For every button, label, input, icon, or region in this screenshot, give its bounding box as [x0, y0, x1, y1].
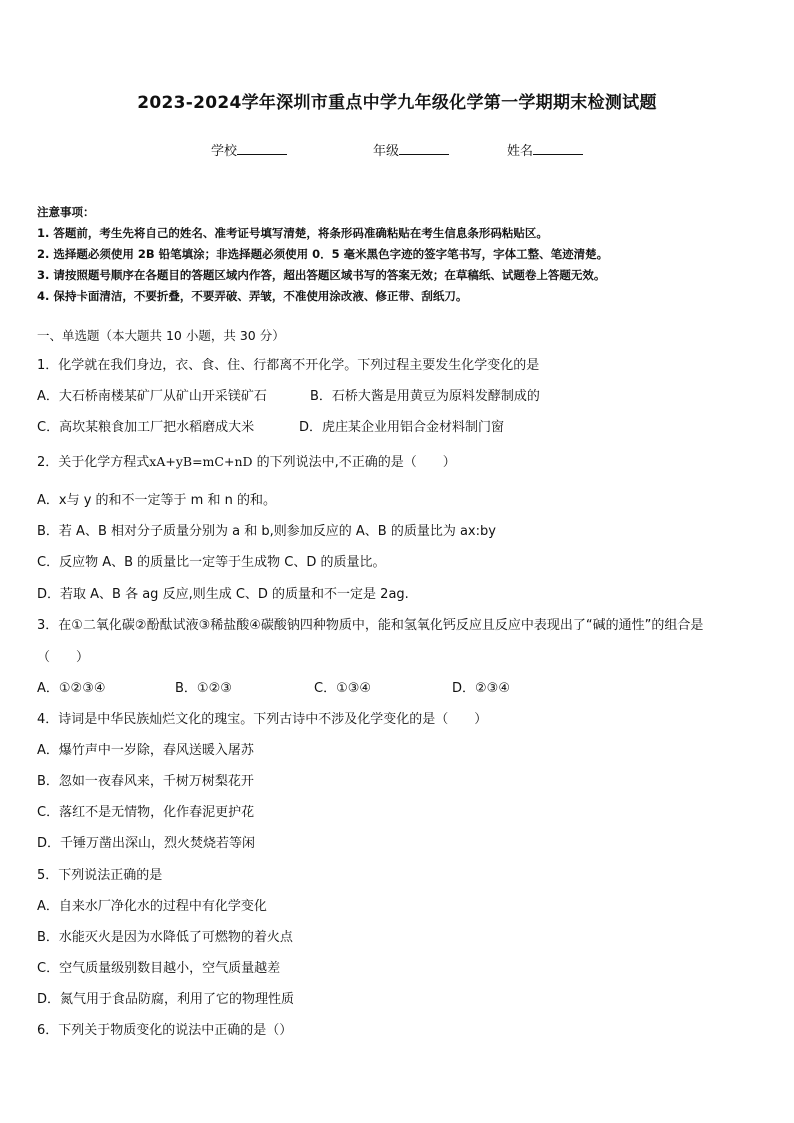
name-field: [507, 140, 583, 159]
option: D．若取 A、B 各 ag 反应,则生成 C、D 的质量和不一定是 2ag.: [37, 587, 409, 602]
note-item: 2. 选择题必须使用 2B 铅笔填涂；非选择题必须使用 0．5 毫米黑色字迹的签字笔书写，字体工整、笔迹清楚。: [37, 247, 609, 261]
option: C．①③④: [314, 681, 372, 696]
note-item: 3. 请按照题号顺序在各题目的答题区域内作答，超出答题区域书写的答案无效；在草稿纸、试题卷上答题无效。: [37, 268, 606, 282]
question-1-stem: 1．化学就在我们身边，衣、食、住、行都离不开化学。下列过程主要发生化学变化的是: [37, 358, 540, 373]
option: D．虎庄某企业用铝合金材料制门窗: [299, 420, 505, 435]
option: B．水能灭火是因为水降低了可燃物的着火点: [37, 930, 293, 945]
name-label: 姓名: [507, 144, 534, 159]
question-5-stem: 5．下列说法正确的是: [37, 868, 163, 883]
note-item: 4. 保持卡面清洁，不要折叠，不要弄破、弄皱，不准使用涂改液、修正带、刮纸刀。: [37, 289, 468, 303]
option: B．若 A、B 相对分子质量分别为 a 和 b,则参加反应的 A、B 的质量比为 ax:by: [37, 524, 496, 539]
question-2-stem: [37, 451, 456, 470]
option: A．爆竹声中一岁除，春风送暖入屠苏: [37, 743, 254, 758]
name-blank[interactable]: [533, 141, 583, 155]
option: A．自来水厂净化水的过程中有化学变化: [37, 899, 267, 914]
option: C．空气质量级别数目越小，空气质量越差: [37, 961, 281, 976]
question-3-options: [37, 677, 757, 695]
question-2-suffix: 的下列说法中,不正确的是（ ）: [252, 455, 456, 470]
grade-field: [373, 140, 449, 159]
option: D．氮气用于食品防腐，利用了它的物理性质: [37, 992, 295, 1007]
chemical-equation: xA+yB=mC+nD: [149, 454, 253, 469]
school-label: 学校: [211, 144, 238, 159]
option: B．石桥大酱是用黄豆为原料发酵制成的: [310, 389, 540, 404]
notes-heading: 注意事项：: [37, 205, 95, 219]
note-item: 1. 答题前，考生先将自己的姓名、准考证号填写清楚，将条形码准确粘贴在考生信息条形码粘贴区。: [37, 226, 548, 240]
option: D．②③④: [452, 681, 510, 696]
option: A．x与 y 的和不一定等于 m 和 n 的和。: [37, 493, 276, 508]
school-field: [211, 140, 287, 159]
question-2-prefix: 2．关于化学方程式: [37, 455, 150, 470]
option: D．千锤万凿出深山，烈火焚烧若等闲: [37, 836, 256, 851]
option: A．①②③④: [37, 681, 106, 696]
grade-blank[interactable]: [399, 141, 449, 155]
question-4-stem: 4．诗词是中华民族灿烂文化的瑰宝。下列古诗中不涉及化学变化的是（ ）: [37, 712, 488, 727]
grade-label: 年级: [373, 144, 400, 159]
option: B．①②③: [175, 681, 232, 696]
section-heading: 一、单选题（本大题共 10 小题，共 30 分）: [37, 328, 285, 343]
question-1-options-row1: [37, 385, 757, 403]
option: C．反应物 A、B 的质量比一定等于生成物 C、D 的质量比。: [37, 555, 386, 570]
option: C．高坎某粮食加工厂把水稻磨成大米: [37, 420, 255, 435]
question-3-stem: 3．在①二氧化碳②酚酞试液③稀盐酸④碳酸钠四种物质中，能和氢氧化钙反应且反应中表现出了“碱的通性”的组合是: [37, 618, 704, 633]
notes-block: [37, 202, 767, 307]
page-title: 2023-2024学年深圳市重点中学九年级化学第一学期期末检测试题: [137, 93, 657, 113]
option: A．大石桥南楼某矿厂从矿山开采镁矿石: [37, 389, 267, 404]
question-1-options-row2: [37, 416, 757, 434]
school-blank[interactable]: [237, 141, 287, 155]
question-6-stem: 6．下列关于物质变化的说法中正确的是（）: [37, 1023, 293, 1038]
question-3-paren: （ ）: [37, 650, 90, 665]
option: B．忽如一夜春风来，千树万树梨花开: [37, 774, 254, 789]
option: C．落红不是无情物，化作春泥更护花: [37, 805, 255, 820]
